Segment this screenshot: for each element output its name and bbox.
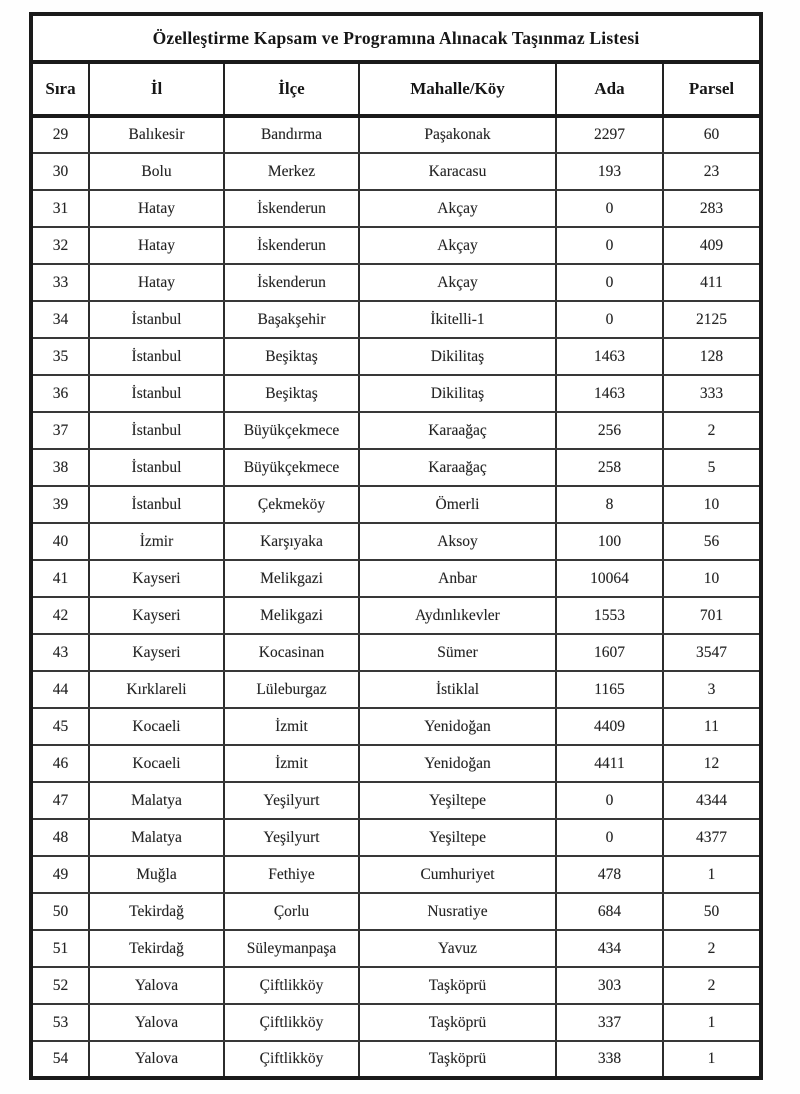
table-cell: 4409 [556,708,663,745]
table-row [31,301,761,338]
table-cell: 10064 [556,560,663,597]
table-cell: Paşakonak [359,116,556,153]
table-cell: 333 [663,375,761,412]
table-cell: Fethiye [224,856,359,893]
table-cell: 434 [556,930,663,967]
table-cell: Büyükçekmece [224,412,359,449]
table-row [31,1041,761,1078]
column-header-sira: Sıra [31,62,89,116]
table-cell: Karacasu [359,153,556,190]
column-header-ada: Ada [556,62,663,116]
table-cell: 43 [31,634,89,671]
table-cell: İstanbul [89,449,224,486]
table-cell: İzmit [224,745,359,782]
table-cell: 48 [31,819,89,856]
table-cell: İstanbul [89,412,224,449]
table-cell: Ömerli [359,486,556,523]
table-cell: Dikilitaş [359,375,556,412]
table-cell: 0 [556,301,663,338]
table-cell: Yenidoğan [359,708,556,745]
table-cell: 44 [31,671,89,708]
table-cell: 338 [556,1041,663,1078]
table-cell: Kocaeli [89,708,224,745]
table-cell: Melikgazi [224,560,359,597]
table-cell: Bandırma [224,116,359,153]
table-cell: 1 [663,856,761,893]
table-cell: 0 [556,190,663,227]
table-row [31,819,761,856]
table-cell: Karşıyaka [224,523,359,560]
table-cell: Merkez [224,153,359,190]
table-row [31,375,761,412]
table-cell: Malatya [89,819,224,856]
column-header-parsel: Parsel [663,62,761,116]
table-row [31,190,761,227]
table-cell: Bolu [89,153,224,190]
table-cell: Malatya [89,782,224,819]
table-cell: 54 [31,1041,89,1078]
table-cell: Çiftlikköy [224,1041,359,1078]
table-row [31,856,761,893]
table-cell: 38 [31,449,89,486]
table-cell: 39 [31,486,89,523]
table-cell: İstanbul [89,486,224,523]
table-cell: 684 [556,893,663,930]
table-header-row [31,62,761,116]
table-cell: Hatay [89,264,224,301]
table-body [31,116,761,1078]
table-row [31,671,761,708]
table-cell: 2 [663,930,761,967]
table-cell: Hatay [89,227,224,264]
table-cell: İzmir [89,523,224,560]
table-cell: Karaağaç [359,412,556,449]
tasinmaz-list-table [29,12,763,1080]
table-cell: 100 [556,523,663,560]
table-cell: Lüleburgaz [224,671,359,708]
table-cell: 52 [31,967,89,1004]
column-header-mahalle: Mahalle/Köy [359,62,556,116]
table-cell: 411 [663,264,761,301]
table-cell: Yavuz [359,930,556,967]
table-cell: İskenderun [224,264,359,301]
table-cell: İskenderun [224,190,359,227]
table-cell: 283 [663,190,761,227]
table-row [31,449,761,486]
table-row [31,523,761,560]
table-cell: 3 [663,671,761,708]
table-cell: 256 [556,412,663,449]
table-cell: Başakşehir [224,301,359,338]
table-cell: Yalova [89,1041,224,1078]
table-cell: Kocasinan [224,634,359,671]
table-cell: 2297 [556,116,663,153]
table-cell: 56 [663,523,761,560]
table-cell: Nusratiye [359,893,556,930]
table-cell: 37 [31,412,89,449]
table-cell: Yeşiltepe [359,782,556,819]
table-cell: 2125 [663,301,761,338]
table-cell: 45 [31,708,89,745]
table-cell: 8 [556,486,663,523]
table-cell: Yeşilyurt [224,782,359,819]
table-cell: 33 [31,264,89,301]
table-cell: 0 [556,264,663,301]
table-row [31,153,761,190]
table-cell: 47 [31,782,89,819]
table-cell: 50 [31,893,89,930]
table-cell: Büyükçekmece [224,449,359,486]
table-row [31,264,761,301]
table-row [31,560,761,597]
table-cell: Melikgazi [224,597,359,634]
table-cell: İstiklal [359,671,556,708]
table-cell: Çekmeköy [224,486,359,523]
table-cell: 303 [556,967,663,1004]
table-cell: Tekirdağ [89,893,224,930]
table-cell: Süleymanpaşa [224,930,359,967]
table-cell: 11 [663,708,761,745]
table-cell: Kırklareli [89,671,224,708]
document-title: Özelleştirme Kapsam ve Programına Alınacak Taşınmaz Listesi [31,14,761,62]
table-cell: Yalova [89,967,224,1004]
table-cell: Anbar [359,560,556,597]
table-cell: 23 [663,153,761,190]
table-cell: 10 [663,560,761,597]
table-cell: 49 [31,856,89,893]
column-header-il: İl [89,62,224,116]
table-cell: 2 [663,412,761,449]
table-cell: 0 [556,227,663,264]
table-cell: 1 [707,1050,716,1067]
table-cell: Beşiktaş [224,338,359,375]
table-cell: Aksoy [359,523,556,560]
table-cell: 337 [556,1004,663,1041]
table-row [31,597,761,634]
table-cell: 478 [556,856,663,893]
table-cell: 1607 [556,634,663,671]
table-row [31,708,761,745]
table-cell: 60 [663,116,761,153]
table-row [31,412,761,449]
table-title-row [31,14,761,62]
table-cell: 128 [663,338,761,375]
table-cell: Çiftlikköy [224,967,359,1004]
table-cell: 12 [663,745,761,782]
table-row [31,745,761,782]
table-row [31,116,761,153]
table-cell: İstanbul [89,375,224,412]
table-cell: 5 [663,449,761,486]
table-cell: Kayseri [89,597,224,634]
table-cell: 46 [31,745,89,782]
table-cell: Tekirdağ [89,930,224,967]
table-cell: 409 [663,227,761,264]
table-row [31,634,761,671]
table-row [31,1004,761,1041]
table-cell: Muğla [89,856,224,893]
table-cell: 51 [31,930,89,967]
table-cell: Aydınlıkevler [359,597,556,634]
table-cell: 29 [31,116,89,153]
table-cell: Taşköprü [359,967,556,1004]
table-cell: Yeşiltepe [359,819,556,856]
table-row [31,338,761,375]
table-cell: 1463 [556,338,663,375]
table-cell: 1 [663,1004,761,1041]
table-cell: Yeşilyurt [224,819,359,856]
table-row [31,967,761,1004]
table-cell: 193 [556,153,663,190]
table-cell: İzmit [224,708,359,745]
table-cell: Akçay [359,264,556,301]
table-cell: Hatay [89,190,224,227]
table-cell: 34 [31,301,89,338]
table-cell: Taşköprü [359,1004,556,1041]
table-cell: 40 [31,523,89,560]
table-cell: Balıkesir [89,116,224,153]
table-cell: 4344 [663,782,761,819]
table-cell: Dikilitaş [359,338,556,375]
table-cell: İkitelli-1 [359,301,556,338]
table-cell: 4377 [663,819,761,856]
table-cell: Yenidoğan [359,745,556,782]
table-cell: İstanbul [89,338,224,375]
table-cell: 32 [31,227,89,264]
table-cell: Karaağaç [359,449,556,486]
table-cell: Beşiktaş [224,375,359,412]
table-cell: 10 [663,486,761,523]
table-cell: 53 [31,1004,89,1041]
table-cell: Yalova [89,1004,224,1041]
column-header-ilce: İlçe [224,62,359,116]
table-cell: 35 [31,338,89,375]
table-cell: Cumhuriyet [359,856,556,893]
table-cell: 4411 [556,745,663,782]
table-cell: 0 [556,782,663,819]
table-cell: Kocaeli [89,745,224,782]
table-row [31,893,761,930]
table-cell: 3547 [663,634,761,671]
table-cell: 41 [31,560,89,597]
table-cell: 50 [663,893,761,930]
table-cell: İstanbul [89,301,224,338]
table-cell: 701 [663,597,761,634]
table-cell: Çiftlikköy [224,1004,359,1041]
table-cell: Akçay [359,227,556,264]
table-row [31,930,761,967]
table-cell: Kayseri [89,634,224,671]
table-row [31,486,761,523]
table-row [31,782,761,819]
table-cell: 2 [663,967,761,1004]
table-cell: 30 [31,153,89,190]
table-cell: Çorlu [224,893,359,930]
table-cell: Kayseri [89,560,224,597]
table-cell: 1553 [556,597,663,634]
table-cell: 258 [556,449,663,486]
table-cell: Sümer [359,634,556,671]
table-cell: 1463 [556,375,663,412]
table-cell: İskenderun [224,227,359,264]
table-cell: Taşköprü [359,1041,556,1078]
table-cell: 42 [31,597,89,634]
table-row [31,227,761,264]
table-cell: 0 [556,819,663,856]
table-cell: 36 [31,375,89,412]
table-cell: 1165 [556,671,663,708]
table-cell: 31 [31,190,89,227]
table-cell: Akçay [359,190,556,227]
